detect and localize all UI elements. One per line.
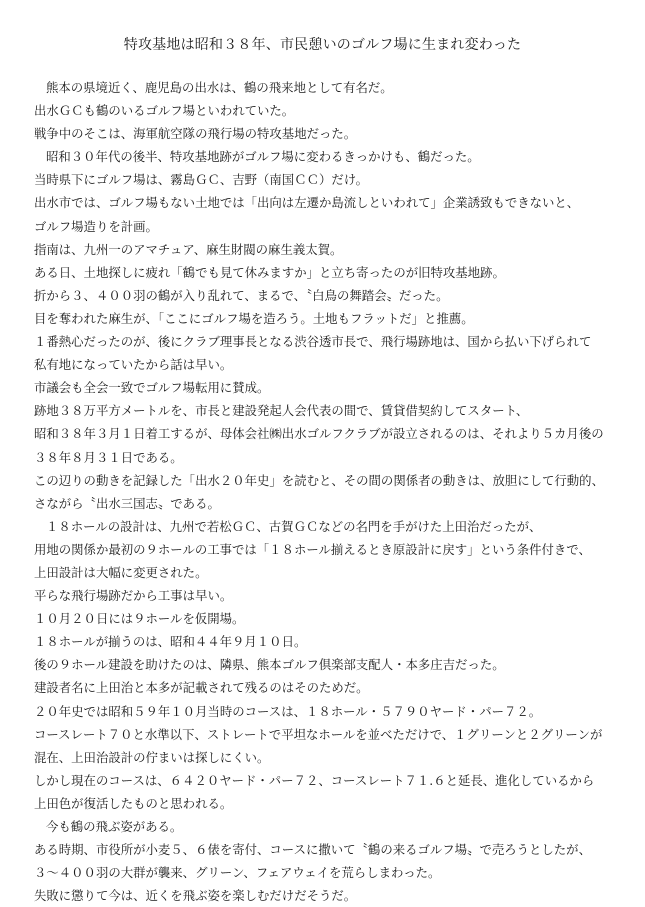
paragraph-line: 用地の関係か最初の９ホールの工事では「１８ホール揃えるとき原設計に戻す」という条件付きで、 — [34, 541, 591, 557]
paragraph-line: 建設者名に上田治と本多が記載されて残るのはそのためだ。 — [34, 680, 369, 696]
paragraph-line: 出水ＧＣも鶴のいるゴルフ場といわれていた。 — [34, 103, 295, 119]
paragraph-line: １番熱心だったのが、後にクラブ理事長となる渋谷透市長で、飛行場跡地は、国から払い下げられて — [34, 334, 592, 350]
paragraph-line: 混在、上田治設計の佇まいは探しにくい。 — [34, 749, 270, 765]
paragraph-line: コースレート７０と水準以下、ストレートで平坦なホールを並べただけで、１グリーンと２グリーンが — [34, 726, 603, 742]
paragraph-line: 市議会も全会一致でゴルフ場転用に賛成。 — [34, 380, 270, 396]
paragraph-line: 戦争中のそこは、海軍航空隊の飛行場の特攻基地だった。 — [34, 126, 357, 142]
paragraph-line: １８ホールの設計は、九州で若松ＧＣ、古賀ＧＣなどの名門を手がけた上田治だったが、 — [46, 518, 542, 534]
paragraph-line: 指南は、九州一のアマチュア、麻生財閥の麻生義太賀。 — [34, 241, 343, 257]
paragraph-line: さながら〝出水三国志〟である。 — [34, 495, 220, 511]
paragraph-line: １８ホールが揃うのは、昭和４４年９月１０日。 — [34, 634, 307, 650]
paragraph-line: １０月２０日には９ホールを仮開場。 — [34, 611, 245, 627]
document-body — [34, 76, 639, 907]
paragraph-line: 後の９ホール建設を助けたのは、隣県、熊本ゴルフ倶楽部支配人・本多庄吉だった。 — [34, 657, 505, 673]
paragraph-line: 折から３、４００羽の鶴が入り乱れて、まるで、〝白鳥の舞踏会〟だった。 — [34, 287, 449, 303]
paragraph-line: 当時県下にゴルフ場は、霧島ＧＣ、吉野（南国ＣＣ）だけ。 — [34, 172, 369, 188]
paragraph-line: ある時期、市役所が小麦５、６俵を寄付、コースに撒いて〝鶴の来るゴルフ場〟で売ろうとしたが、 — [34, 842, 591, 858]
document-title: 特攻基地は昭和３８年、市民憩いのゴルフ場に生まれ変わった — [123, 37, 522, 53]
paragraph-line: 目を奪われた麻生が、「ここにゴルフ場を造ろう。土地もフラットだ」と推薦。 — [34, 310, 474, 326]
paragraph-line: 出水市では、ゴルフ場もない土地では「出向は左遷か島流しといわれて」企業誘致もできないと、 — [34, 195, 580, 211]
paragraph-line: 失敗に懲りて今は、近くを飛ぶ姿を楽しむだけだそうだ。 — [34, 888, 357, 904]
paragraph-line: ２０年史では昭和５９年１０月当時のコースは、１８ホール・５７９０ヤード・パー７２。 — [34, 703, 542, 719]
paragraph-line: 上田設計は大幅に変更された。 — [34, 564, 208, 580]
paragraph-line: 上田色が復活したものと思われる。 — [34, 795, 233, 811]
paragraph-line: 昭和３０年代の後半、特攻基地跡がゴルフ場に変わるきっかけも、鶴だった。 — [46, 149, 480, 165]
paragraph-line: ある日、土地探しに疲れ「鶴でも見て休みますか」と立ち寄ったのが旧特攻基地跡。 — [34, 264, 505, 280]
paragraph-line: 今も鶴の飛ぶ姿がある。 — [46, 819, 183, 834]
paragraph-line: 昭和３８年３月１日着工するが、母体会社㈱出水ゴルフクラブが設立されるのは、それより５カ月後の — [34, 426, 604, 442]
paragraph-line: 熊本の県境近く、鹿児島の出水は、鶴の飛来地として有名だ。 — [46, 80, 393, 95]
paragraph-line: ゴルフ場造りを計画。 — [34, 218, 158, 234]
paragraph-line: 跡地３８万平方メートルを、市長と建設発起人会代表の間で、賃貸借契約してスタート、 — [34, 403, 529, 419]
paragraph-line: しかし現在のコースは、６４２０ヤード・パー７２、コースレート７１.６と延長、進化しているから — [34, 772, 595, 788]
paragraph-line: この辺りの動きを記録した「出水２０年史」を読むと、その間の関係者の動きは、放胆にして行動的、 — [34, 472, 604, 488]
paragraph-line: ３～４００羽の大群が襲来、グリーン、フェアウェイを荒らしまわった。 — [34, 865, 441, 881]
paragraph-line: 平らな飛行場跡だから工事は早い。 — [34, 588, 233, 604]
paragraph-line: 私有地になっていたから話は早い。 — [34, 357, 233, 373]
paragraph-line: ３８年８月３１日である。 — [34, 449, 183, 465]
